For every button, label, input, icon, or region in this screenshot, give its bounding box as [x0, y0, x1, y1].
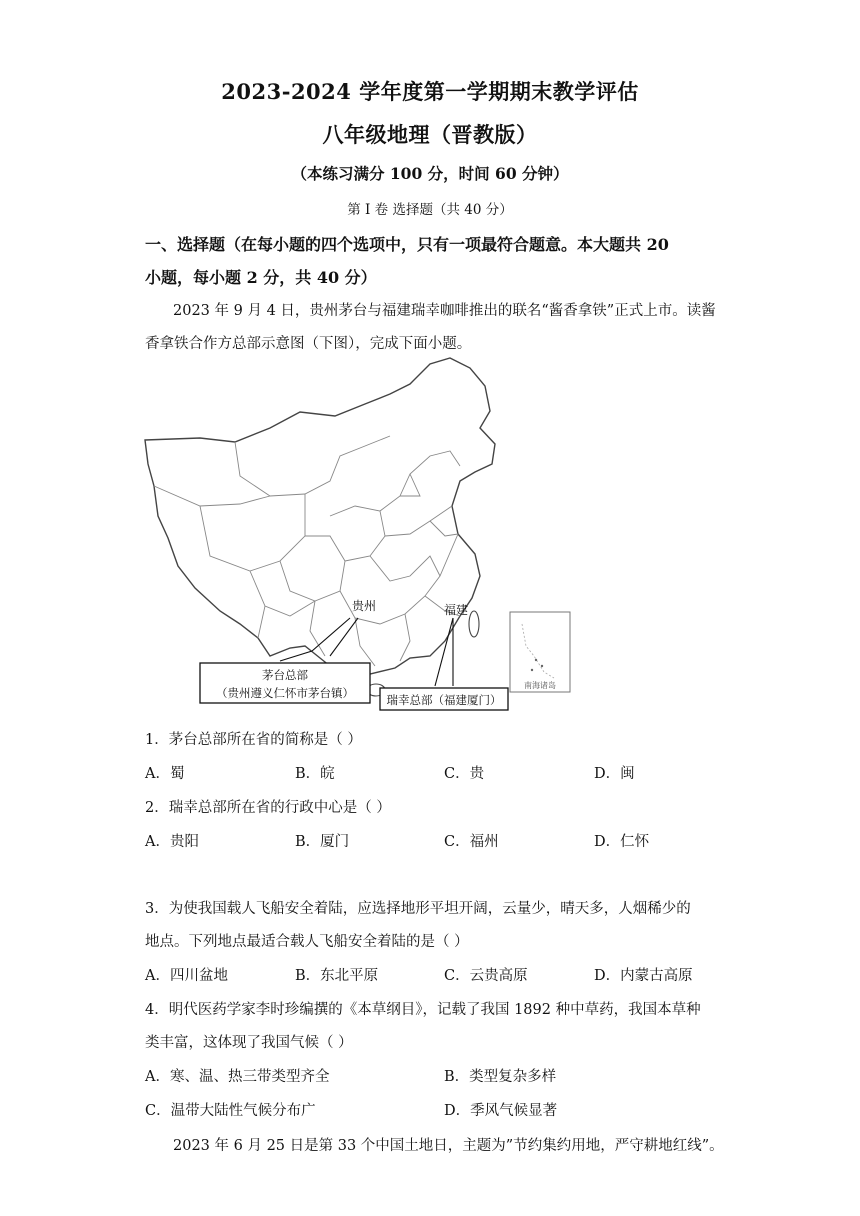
q4-stem-line1: 4．明代医药学家李时珍编撰的《本草纲目》，记载了我国 1892 种中草药，我国本草种 — [145, 1002, 701, 1018]
q3-option-a[interactable]: A．四川盆地 — [145, 968, 228, 984]
q3-option-d[interactable]: D．内蒙古高原 — [594, 968, 693, 984]
label-fujian: 福建 — [444, 603, 469, 617]
q2-option-d[interactable]: D．仁怀 — [594, 834, 650, 850]
q2-option-a[interactable]: A．贵阳 — [145, 834, 199, 850]
q2-stem: 2．瑞幸总部所在省的行政中心是（ ） — [145, 800, 391, 816]
exam-info: （本练习满分 100 分，时间 60 分钟） — [291, 164, 569, 183]
footer-paragraph: 2023 年 6 月 25 日是第 33 个中国土地日，主题为”节约集约用地，严守耕地红线”。 — [173, 1138, 724, 1154]
q4-stem-line2: 类丰富，这体现了我国气候（ ） — [145, 1035, 353, 1051]
china-map-svg — [140, 356, 575, 716]
q4-option-b[interactable]: B．类型复杂多样 — [444, 1069, 557, 1085]
exam-title: 2023-2024 学年度第一学期期末教学评估 — [221, 79, 639, 104]
maotai-hq-line1: 茅台总部 — [262, 668, 308, 682]
q3-option-b[interactable]: B．东北平原 — [295, 968, 379, 984]
section-heading-line1: 一、选择题（在每小题的四个选项中，只有一项最符合题意。本大题共 20 — [145, 235, 669, 254]
q2-option-c[interactable]: C．福州 — [444, 834, 499, 850]
q1-option-d[interactable]: D．闽 — [594, 766, 635, 782]
intro-line1: 2023 年 9 月 4 日，贵州茅台与福建瑞幸咖啡推出的联名“酱香拿铁”正式上市。读酱 — [173, 303, 716, 319]
q1-stem: 1．茅台总部所在省的简称是（ ） — [145, 732, 362, 748]
label-guizhou: 贵州 — [352, 599, 377, 613]
luckin-hq-label: 瑞幸总部（福建厦门） — [386, 693, 502, 707]
q2-option-b[interactable]: B．厦门 — [295, 834, 350, 850]
china-outline — [145, 358, 495, 674]
china-map-figure — [140, 356, 575, 716]
q1-option-a[interactable]: A．蜀 — [145, 766, 185, 782]
q4-option-d[interactable]: D．季风气候显著 — [444, 1103, 558, 1119]
q4-option-a[interactable]: A．寒、温、热三带类型齐全 — [145, 1069, 330, 1085]
taiwan-island — [469, 611, 479, 637]
section-heading-line2: 小题，每小题 2 分，共 40 分） — [145, 268, 377, 287]
q1-option-b[interactable]: B．皖 — [295, 766, 335, 782]
inset-label: 南海诸岛 — [524, 681, 556, 690]
q3-stem-line2: 地点。下列地点最适合载人飞船安全着陆的是（ ） — [145, 934, 469, 950]
q3-option-c[interactable]: C．云贵高原 — [444, 968, 528, 984]
q1-option-c[interactable]: C．贵 — [444, 766, 485, 782]
q3-stem-line1: 3．为使我国载人飞船安全着陆，应选择地形平坦开阔，云量少，晴天多，人烟稀少的 — [145, 901, 691, 917]
intro-line2: 香拿铁合作方总部示意图（下图），完成下面小题。 — [145, 336, 472, 352]
south-china-sea-inset — [510, 612, 570, 692]
exam-subtitle: 八年级地理（晋教版） — [322, 122, 538, 147]
volume-heading: 第 I 卷 选择题（共 40 分） — [347, 202, 513, 218]
q4-option-c[interactable]: C．温带大陆性气候分布广 — [145, 1103, 316, 1119]
maotai-hq-line2: （贵州遵义仁怀市茅台镇） — [216, 686, 354, 700]
